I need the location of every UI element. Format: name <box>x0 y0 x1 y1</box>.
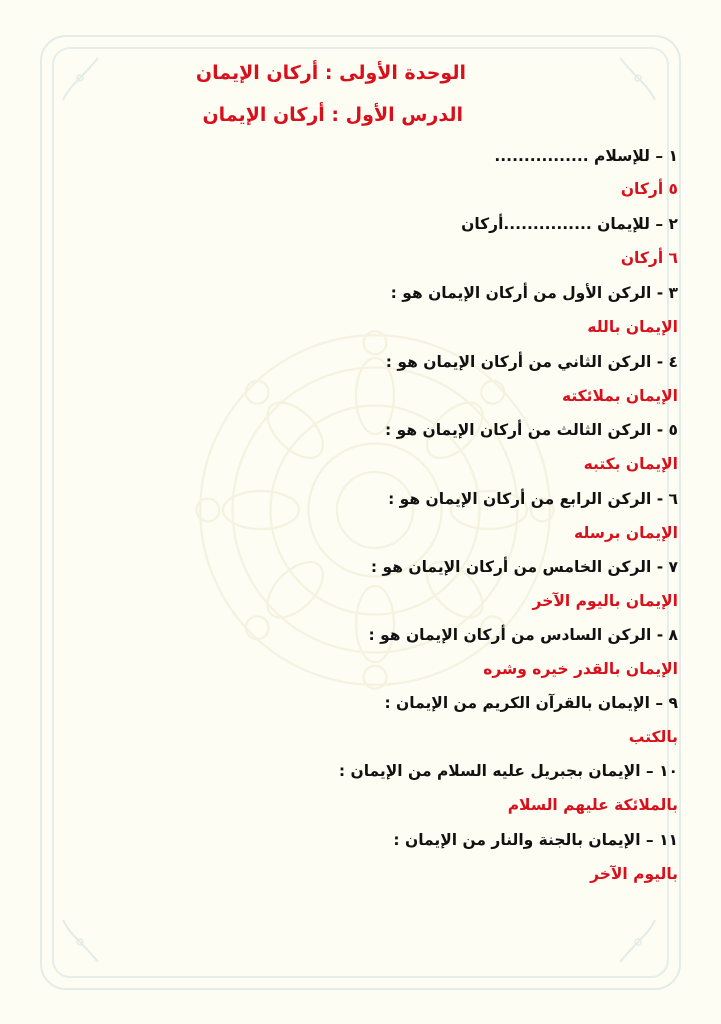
corner-ornament-icon <box>58 50 118 110</box>
lesson-title: الدرس الأول : أركان الإيمان <box>202 104 463 126</box>
question-3: ٣ - الركن الأول من أركان الإيمان هو : <box>390 284 678 302</box>
answer-4: الإيمان بملائكته <box>561 387 678 405</box>
question-5: ٥ - الركن الثالث من أركان الإيمان هو : <box>385 421 678 439</box>
answer-5: الإيمان بكتبه <box>583 455 678 473</box>
corner-ornament-icon <box>58 910 118 970</box>
answer-1: ٥ أركان <box>620 180 678 198</box>
question-2: ٢ – للإيمان ...............أركان <box>461 215 678 233</box>
unit-title: الوحدة الأولى : أركان الإيمان <box>195 62 466 84</box>
question-11: ١١ – الإيمان بالجنة والنار من الإيمان : <box>393 831 678 849</box>
question-4: ٤ - الركن الثاني من أركان الإيمان هو : <box>385 353 678 371</box>
answer-7: الإيمان باليوم الآخر <box>532 592 678 610</box>
answer-11: باليوم الآخر <box>590 865 678 883</box>
corner-ornament-icon <box>600 910 660 970</box>
answer-6: الإيمان برسله <box>574 524 678 542</box>
question-7: ٧ - الركن الخامس من أركان الإيمان هو : <box>370 558 678 576</box>
question-1: ١ – للإسلام ................ <box>494 147 678 165</box>
answer-10: بالملائكة عليهم السلام <box>507 796 678 814</box>
question-9: ٩ – الإيمان بالقرآن الكريم من الإيمان : <box>384 694 678 712</box>
answer-3: الإيمان بالله <box>587 318 678 336</box>
answer-8: الإيمان بالقدر خيره وشره <box>483 660 678 678</box>
question-8: ٨ - الركن السادس من أركان الإيمان هو : <box>368 626 678 644</box>
question-10: ١٠ – الإيمان بجبريل عليه السلام من الإيمان : <box>338 762 678 780</box>
answer-2: ٦ أركان <box>620 249 678 267</box>
answer-9: بالكتب <box>628 728 678 746</box>
question-6: ٦ - الركن الرابع من أركان الإيمان هو : <box>388 490 678 508</box>
corner-ornament-icon <box>600 50 660 110</box>
